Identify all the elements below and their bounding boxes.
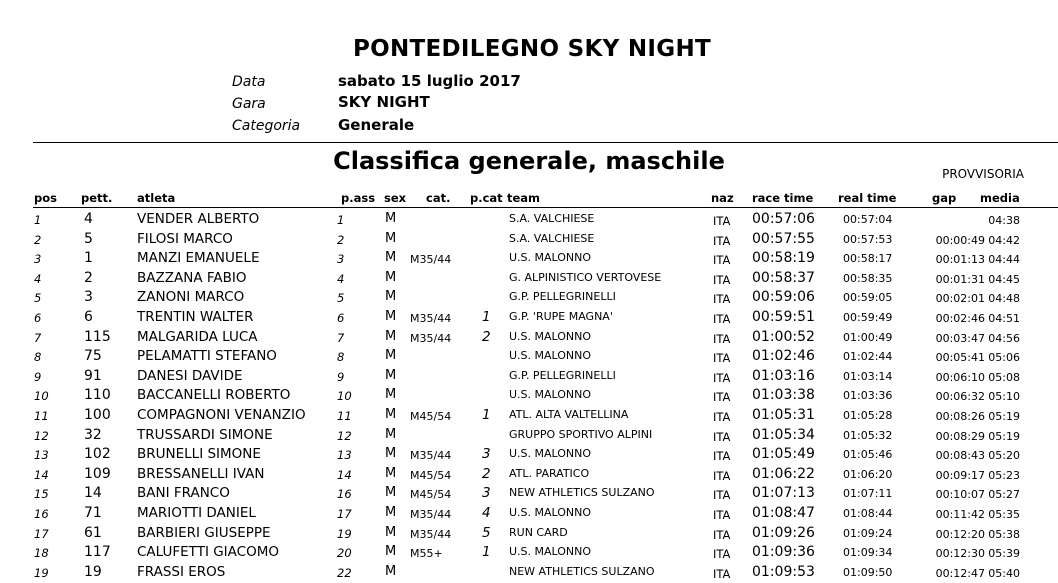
- cell-team: U.S. MALONNO: [509, 251, 592, 265]
- cell-pos: 9: [34, 369, 42, 384]
- cell-media: 04:56: [988, 331, 1020, 345]
- cell-pass: 19: [337, 526, 352, 541]
- cell-media: 05:06: [988, 351, 1020, 365]
- cell-real: 01:07:11: [843, 487, 893, 501]
- cell-pos: 13: [34, 448, 49, 463]
- table-row: [0, 211, 1058, 231]
- cell-race: 01:09:26: [752, 524, 815, 541]
- cell-gap: 00:12:47: [935, 566, 985, 580]
- cell-pcat: 5: [482, 524, 491, 541]
- page-title: PONTEDILEGNO SKY NIGHT: [352, 36, 712, 62]
- cell-race: 01:03:38: [752, 387, 815, 404]
- cell-naz: ITA: [713, 449, 731, 464]
- cell-gap: 00:05:41: [935, 351, 985, 365]
- cell-pett: 110: [84, 387, 111, 404]
- cell-race: 00:58:37: [752, 269, 815, 286]
- table-row: [0, 446, 1058, 466]
- cell-media: 05:23: [988, 468, 1020, 482]
- cell-team: G.P. PELLEGRINELLI: [509, 290, 616, 304]
- cell-cat: M35/44: [410, 527, 452, 541]
- cell-race: 01:02:46: [752, 348, 815, 365]
- cell-sex: M: [385, 426, 397, 442]
- cell-gap: 00:12:30: [935, 547, 985, 561]
- cell-pos: 7: [34, 330, 42, 345]
- cell-team: U.S. MALONNO: [509, 545, 592, 559]
- cell-gap: 00:01:31: [935, 272, 985, 286]
- cell-race: 01:08:47: [752, 505, 815, 521]
- cell-pass: 7: [337, 330, 345, 345]
- cell-pcat: 2: [482, 465, 491, 482]
- cell-real: 01:05:28: [843, 409, 893, 422]
- table-row: [0, 387, 1058, 407]
- cell-media: 05:08: [988, 370, 1020, 384]
- cell-sex: M: [385, 465, 397, 481]
- cell-pass: 1: [337, 213, 345, 227]
- cell-pett: 71: [84, 505, 102, 521]
- cell-naz: ITA: [713, 233, 731, 248]
- cell-naz: ITA: [713, 214, 731, 228]
- cell-gap: 00:01:13: [935, 253, 985, 267]
- cell-pos: 15: [34, 487, 49, 502]
- cell-pett: 4: [84, 211, 93, 227]
- cell-pass: 3: [337, 252, 345, 267]
- cell-pett: 1: [84, 250, 93, 267]
- cell-pett: 32: [84, 426, 102, 443]
- cell-gap: 00:12:20: [935, 527, 985, 541]
- cell-naz: ITA: [713, 566, 731, 581]
- cell-naz: ITA: [713, 331, 731, 346]
- cell-atleta: PELAMATTI STEFANO: [137, 348, 277, 365]
- table-row: [0, 485, 1058, 505]
- cell-sex: M: [385, 407, 397, 422]
- cell-atleta: BANI FRANCO: [137, 485, 230, 502]
- cell-media: 05:38: [988, 527, 1020, 541]
- cell-naz: ITA: [713, 292, 731, 307]
- table-row: [0, 270, 1058, 290]
- cell-pett: 100: [84, 407, 111, 423]
- cell-pett: 14: [84, 485, 102, 502]
- table-row: [0, 250, 1058, 270]
- cell-naz: ITA: [713, 351, 731, 366]
- status-label: PROVVISORIA: [942, 167, 1024, 181]
- cell-pcat: 4: [482, 505, 491, 521]
- cell-race: 01:05:31: [752, 407, 815, 423]
- cell-race: 00:57:06: [752, 211, 815, 227]
- cell-media: 04:42: [988, 233, 1020, 247]
- cell-sex: M: [385, 367, 397, 383]
- cell-race: 01:07:13: [752, 485, 815, 502]
- cell-race: 01:05:34: [752, 426, 815, 443]
- cell-pass: 4: [337, 271, 345, 286]
- cell-gap: 00:08:26: [935, 410, 985, 423]
- cell-gap: 00:06:10: [935, 370, 985, 384]
- cell-real: 01:06:20: [843, 467, 893, 481]
- cell-cat: M45/54: [410, 488, 452, 502]
- cell-team: G.P. PELLEGRINELLI: [509, 368, 616, 382]
- cell-media: 04:45: [988, 272, 1020, 286]
- cell-naz: ITA: [713, 272, 731, 287]
- cell-naz: ITA: [713, 429, 731, 444]
- cell-pcat: 3: [482, 446, 491, 463]
- cell-atleta: TRUSSARDI SIMONE: [137, 426, 273, 443]
- cell-naz: ITA: [713, 253, 731, 268]
- cell-gap: 00:02:46: [935, 312, 985, 325]
- col-pett: pett.: [81, 191, 113, 205]
- cell-pos: 5: [34, 291, 42, 306]
- cell-atleta: BARBIERI GIUSEPPE: [137, 524, 271, 541]
- cell-atleta: MALGARIDA LUCA: [137, 328, 258, 345]
- cell-gap: 00:11:42: [935, 508, 985, 521]
- cell-media: 05:40: [988, 566, 1020, 580]
- cell-team: NEW ATHLETICS SULZANO: [509, 564, 655, 578]
- cell-atleta: TRENTIN WALTER: [137, 309, 254, 325]
- cell-real: 00:58:35: [843, 271, 893, 285]
- cell-real: 00:57:04: [843, 213, 893, 226]
- cell-pcat: 3: [482, 485, 491, 502]
- cell-media: 05:39: [988, 547, 1020, 561]
- cell-gap: 00:00:49: [935, 233, 985, 247]
- meta-date-value: sabato 15 luglio 2017: [338, 72, 521, 90]
- cell-real: 01:00:49: [843, 330, 893, 344]
- cell-race: 00:59:06: [752, 289, 815, 306]
- cell-sex: M: [385, 250, 397, 266]
- cell-team: NEW ATHLETICS SULZANO: [509, 486, 655, 500]
- col-sex: sex: [384, 191, 407, 205]
- cell-gap: 00:08:43: [935, 449, 985, 463]
- col-naz: naz: [711, 191, 734, 205]
- cell-team: GRUPPO SPORTIVO ALPINI: [509, 427, 653, 441]
- cell-pos: 11: [34, 409, 49, 423]
- cell-race: 01:05:49: [752, 446, 815, 463]
- cell-atleta: ZANONI MARCO: [137, 289, 245, 306]
- cell-naz: ITA: [713, 508, 731, 522]
- table-row: [0, 231, 1058, 251]
- cell-pett: 102: [84, 446, 111, 463]
- meta-race-value: SKY NIGHT: [338, 93, 430, 111]
- col-pcat: p.cat: [470, 191, 503, 205]
- cell-pett: 19: [84, 563, 102, 580]
- cell-naz: ITA: [713, 390, 731, 405]
- cell-cat: M35/44: [410, 508, 452, 521]
- cell-sex: M: [385, 524, 397, 540]
- cell-sex: M: [385, 269, 397, 285]
- cell-media: 04:38: [988, 214, 1020, 227]
- cell-team: G. ALPINISTICO VERTOVESE: [509, 270, 662, 284]
- cell-pcat: 2: [482, 328, 491, 345]
- cell-sex: M: [385, 289, 397, 305]
- cell-real: 01:02:44: [843, 350, 893, 364]
- cell-atleta: COMPAGNONI VENANZIO: [137, 407, 306, 423]
- cell-atleta: CALUFETTI GIACOMO: [137, 544, 279, 561]
- table-row: [0, 348, 1058, 368]
- cell-media: 05:19: [988, 429, 1020, 443]
- cell-team: S.A. VALCHIESE: [509, 212, 595, 225]
- cell-cat: M35/44: [410, 449, 452, 463]
- cell-naz: ITA: [713, 312, 731, 326]
- cell-pass: 12: [337, 428, 352, 443]
- header-divider: [33, 142, 1058, 143]
- cell-team: ATL. PARATICO: [509, 466, 590, 480]
- cell-pos: 14: [34, 467, 49, 482]
- cell-naz: ITA: [713, 370, 731, 385]
- cell-media: 05:35: [988, 508, 1020, 521]
- cell-race: 00:59:51: [752, 309, 815, 325]
- cell-pett: 3: [84, 289, 93, 306]
- cell-sex: M: [385, 230, 397, 246]
- cell-cat: M35/44: [410, 331, 452, 345]
- cell-pass: 13: [337, 448, 352, 463]
- cell-naz: ITA: [713, 410, 731, 424]
- cell-pass: 9: [337, 369, 345, 384]
- cell-naz: ITA: [713, 488, 731, 503]
- meta-date-label: Data: [232, 74, 266, 90]
- cell-atleta: VENDER ALBERTO: [137, 211, 260, 227]
- cell-pcat: 1: [482, 407, 491, 423]
- cell-real: 01:09:34: [843, 546, 893, 560]
- cell-race: 01:06:22: [752, 465, 815, 482]
- meta-category-value: Generale: [338, 116, 415, 134]
- col-cat: cat.: [426, 191, 451, 205]
- cell-atleta: BAZZANA FABIO: [137, 269, 247, 286]
- cell-pett: 115: [84, 328, 111, 345]
- cell-pos: 6: [34, 311, 42, 325]
- cell-real: 00:59:05: [843, 291, 893, 305]
- table-row: [0, 329, 1058, 349]
- cell-pos: 18: [34, 546, 49, 561]
- table-row: [0, 407, 1058, 427]
- cell-naz: ITA: [713, 547, 731, 562]
- cell-pass: 11: [337, 409, 352, 423]
- cell-naz: ITA: [713, 468, 731, 483]
- cell-sex: M: [385, 563, 397, 579]
- col-atleta: atleta: [137, 191, 176, 205]
- cell-real: 01:05:46: [843, 448, 893, 462]
- cell-atleta: FILOSI MARCO: [137, 230, 233, 247]
- table-row: [0, 289, 1058, 309]
- cell-media: 04:51: [988, 312, 1020, 325]
- cell-atleta: DANESI DAVIDE: [137, 367, 243, 384]
- cell-atleta: BRUNELLI SIMONE: [137, 446, 261, 463]
- table-row: [0, 544, 1058, 564]
- table-row: [0, 525, 1058, 545]
- cell-gap: 00:09:17: [935, 468, 985, 482]
- col-real: real time: [838, 191, 897, 205]
- cell-gap: 00:02:01: [935, 292, 985, 306]
- cell-gap: 00:06:32: [935, 390, 985, 404]
- cell-team: U.S. MALONNO: [509, 447, 592, 461]
- cell-race: 00:58:19: [752, 250, 815, 267]
- cell-pos: 8: [34, 350, 42, 365]
- cell-pass: 10: [337, 389, 352, 404]
- cell-pass: 2: [337, 232, 345, 247]
- cell-media: 05:27: [988, 488, 1020, 502]
- cell-sex: M: [385, 505, 397, 520]
- cell-team: ATL. ALTA VALTELLINA: [509, 408, 629, 421]
- cell-pett: 109: [84, 465, 111, 482]
- cell-real: 00:57:53: [843, 232, 893, 246]
- cell-race: 01:00:52: [752, 328, 815, 345]
- cell-pass: 16: [337, 487, 352, 502]
- table-row: [0, 427, 1058, 447]
- cell-pass: 14: [337, 467, 352, 482]
- cell-gap: 00:10:07: [935, 488, 985, 502]
- header-underline: [33, 207, 1058, 208]
- cell-pcat: 1: [482, 309, 491, 325]
- cell-pass: 22: [337, 565, 352, 580]
- cell-race: 01:09:53: [752, 563, 815, 580]
- cell-pos: 4: [34, 271, 42, 286]
- cell-cat: M35/44: [410, 312, 452, 325]
- cell-pett: 75: [84, 348, 102, 365]
- table-row: [0, 466, 1058, 486]
- cell-pos: 19: [34, 565, 49, 580]
- cell-pos: 3: [34, 252, 42, 267]
- col-team: team: [507, 191, 541, 205]
- cell-real: 01:09:50: [843, 565, 893, 579]
- cell-pett: 91: [84, 367, 102, 384]
- cell-team: RUN CARD: [509, 525, 568, 539]
- cell-team: S.A. VALCHIESE: [509, 231, 595, 245]
- cell-pass: 20: [337, 546, 352, 561]
- cell-sex: M: [385, 348, 397, 364]
- cell-real: 00:59:49: [843, 311, 893, 324]
- cell-race: 01:03:16: [752, 367, 815, 384]
- col-media: media: [980, 191, 1020, 205]
- cell-naz: ITA: [713, 527, 731, 542]
- ranking-subtitle: Classifica generale, maschile: [333, 147, 725, 175]
- cell-pett: 117: [84, 544, 111, 561]
- cell-team: U.S. MALONNO: [509, 388, 592, 402]
- cell-pett: 2: [84, 269, 93, 286]
- cell-media: 04:48: [988, 292, 1020, 306]
- cell-atleta: FRASSI EROS: [137, 563, 226, 580]
- col-pos: pos: [34, 191, 57, 205]
- cell-sex: M: [385, 387, 397, 403]
- cell-team: U.S. MALONNO: [509, 349, 592, 363]
- cell-pett: 6: [84, 309, 93, 325]
- cell-gap: 00:03:47: [935, 331, 985, 345]
- cell-real: 01:03:14: [843, 369, 893, 383]
- cell-real: 01:09:24: [843, 526, 893, 540]
- cell-sex: M: [385, 446, 397, 462]
- cell-media: 04:44: [988, 253, 1020, 267]
- cell-cat: M55+: [410, 547, 443, 561]
- cell-team: G.P. 'RUPE MAGNA': [509, 310, 613, 323]
- cell-team: U.S. MALONNO: [509, 329, 592, 343]
- cell-cat: M45/54: [410, 410, 452, 423]
- cell-team: U.S. MALONNO: [509, 506, 592, 519]
- cell-pos: 10: [34, 389, 49, 404]
- cell-pass: 17: [337, 507, 352, 521]
- table-row: [0, 309, 1058, 329]
- cell-race: 01:09:36: [752, 544, 815, 561]
- cell-atleta: MANZI EMANUELE: [137, 250, 260, 267]
- cell-pass: 5: [337, 291, 345, 306]
- cell-atleta: BACCANELLI ROBERTO: [137, 387, 291, 404]
- cell-cat: M35/44: [410, 253, 452, 267]
- cell-pett: 5: [84, 230, 93, 247]
- cell-race: 00:57:55: [752, 230, 815, 247]
- table-row: [0, 368, 1058, 388]
- cell-real: 01:08:44: [843, 507, 893, 520]
- meta-category-label: Categoria: [232, 118, 301, 134]
- cell-pass: 8: [337, 350, 345, 365]
- cell-pos: 1: [34, 213, 42, 227]
- cell-gap: 00:08:29: [935, 429, 985, 443]
- cell-pos: 16: [34, 507, 49, 521]
- cell-atleta: MARIOTTI DANIEL: [137, 505, 256, 521]
- cell-pett: 61: [84, 524, 102, 541]
- cell-pass: 6: [337, 311, 345, 325]
- cell-media: 05:20: [988, 449, 1020, 463]
- table-row: [0, 564, 1058, 583]
- meta-race-label: Gara: [232, 96, 266, 112]
- cell-real: 00:58:17: [843, 252, 893, 266]
- cell-sex: M: [385, 211, 397, 226]
- cell-media: 05:19: [988, 410, 1020, 423]
- cell-sex: M: [385, 544, 397, 560]
- cell-sex: M: [385, 328, 397, 344]
- cell-pos: 2: [34, 232, 42, 247]
- cell-pos: 12: [34, 428, 49, 443]
- col-pass: p.ass: [341, 191, 376, 205]
- cell-real: 01:03:36: [843, 389, 893, 403]
- col-race: race time: [752, 191, 814, 205]
- cell-atleta: BRESSANELLI IVAN: [137, 465, 265, 482]
- cell-pos: 17: [34, 526, 49, 541]
- cell-pcat: 1: [482, 544, 491, 561]
- cell-sex: M: [385, 309, 397, 324]
- col-gap: gap: [932, 191, 957, 205]
- cell-real: 01:05:32: [843, 428, 893, 442]
- cell-cat: M45/54: [410, 468, 452, 482]
- cell-sex: M: [385, 485, 397, 501]
- cell-media: 05:10: [988, 390, 1020, 404]
- table-row: [0, 505, 1058, 525]
